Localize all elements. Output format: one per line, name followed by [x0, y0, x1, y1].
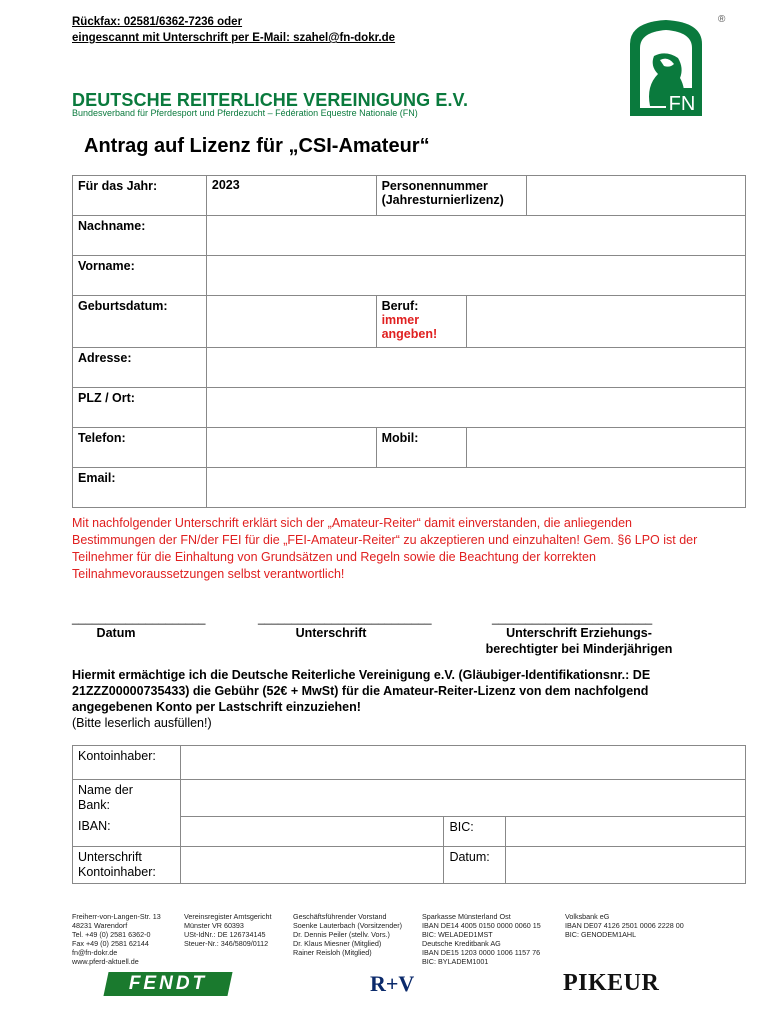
guardian-label-1: Unterschrift Erziehungs-	[506, 626, 652, 640]
mobile-field[interactable]	[466, 428, 745, 468]
birthdate-label: Geburtsdatum:	[73, 296, 207, 348]
iban-field[interactable]	[180, 816, 444, 846]
footer-line: Dr. Klaus Miesner (Mitglied)	[293, 939, 382, 948]
footer-line: www.pferd-aktuell.de	[72, 957, 139, 966]
bank-date-field[interactable]	[506, 846, 746, 883]
footer-line: IBAN DE07 4126 2501 0006 2228 00	[565, 921, 684, 930]
fn-logo-text: FN	[668, 93, 696, 115]
address-label: Adresse:	[73, 348, 207, 388]
phone-field[interactable]	[206, 428, 376, 468]
footer-line: USt-IdNr.: DE 126734145	[184, 930, 266, 939]
signature-line[interactable]: __________________________	[258, 611, 432, 625]
birthdate-field[interactable]	[206, 296, 376, 348]
footer-line: Volksbank eG	[565, 912, 610, 921]
footer-line: Tel. +49 (0) 2581 6362-0	[72, 930, 151, 939]
fax-header	[72, 14, 395, 46]
bic-field[interactable]	[506, 816, 746, 846]
direct-debit-authorization	[72, 667, 712, 731]
zip-city-field[interactable]	[206, 388, 745, 428]
footer-line: Dr. Dennis Peiler (stellv. Vors.)	[293, 930, 390, 939]
job-note-2: angeben!	[381, 327, 438, 341]
footer-line: Freiherr-von-Langen-Str. 13	[72, 912, 161, 921]
org-subtitle: Bundesverband für Pferdesport und Pferdezucht – Fédération Equestre Nationale (FN)	[72, 108, 418, 118]
year-value: 2023	[206, 176, 376, 216]
iban-label: IBAN:	[73, 816, 181, 846]
account-holder-field[interactable]	[180, 746, 745, 780]
footer-line: IBAN DE14 4005 0150 0000 0060 15	[422, 921, 541, 930]
footer-line: Geschäftsführender Vorstand	[293, 912, 387, 921]
footer-board	[293, 912, 402, 957]
footer-line: Sparkasse Münsterland Ost	[422, 912, 511, 921]
firstname-label: Vorname:	[73, 256, 207, 296]
footer-line: Soenke Lauterbach (Vorsitzender)	[293, 921, 403, 930]
footer-registry	[184, 912, 271, 948]
authorization-note: (Bitte leserlich ausfüllen!)	[72, 716, 212, 730]
person-number-field[interactable]	[526, 176, 745, 216]
job-note-1: immer	[381, 313, 420, 327]
job-label: Beruf:	[381, 299, 419, 313]
guardian-label-2: berechtigter bei Minderjährigen	[485, 642, 673, 656]
fax-line-2: eingescannt mit Unterschrift per E-Mail: szahel@fn-dokr.de	[72, 32, 396, 44]
phone-label: Telefon:	[73, 428, 207, 468]
holder-signature-label-1: Unterschrift	[78, 849, 142, 864]
footer-line: Münster VR 60393	[184, 921, 244, 930]
guardian-signature-line[interactable]: ________________________	[492, 611, 653, 625]
bank-form	[72, 745, 746, 884]
fendt-logo-text: FENDT	[128, 973, 208, 994]
signature-label: Unterschrift	[295, 626, 367, 640]
person-number-label	[376, 176, 526, 216]
footer-bank-2	[565, 912, 684, 939]
footer-address	[72, 912, 161, 966]
footer-line: BIC: BYLADEM1001	[422, 957, 489, 966]
footer-line: fn@fn-dokr.de	[72, 948, 118, 957]
org-name: DEUTSCHE REITERLICHE VEREINIGUNG E.V.	[72, 90, 469, 110]
holder-signature-label	[73, 846, 181, 883]
page-title: Antrag auf Lizenz für „CSI-Amateur“	[84, 135, 430, 157]
footer-line: BIC: GENODEM1AHL	[565, 930, 637, 939]
consent-text: Mit nachfolgender Unterschrift erklärt sich der „Amateur-Reiter“ damit einverstanden, die anliegenden Bestimmungen der FN/der FEI für die „FEI-Amateur-Reiter“ zu akzeptieren und einzuhalten! Gem. §6 LPO ist der Teilnehmer für die Einhaltung von Grundsätzen und Regeln sowie die Beachtung der korrekten Teilnahmevoraussetzungen selbst verantwortlich!	[72, 516, 698, 581]
registered-mark: ®	[718, 14, 726, 25]
date-label: Datum	[96, 626, 136, 640]
footer-bank-1	[422, 912, 541, 966]
bank-date-label: Datum:	[444, 846, 506, 883]
footer-line: Vereinsregister Amtsgericht	[184, 912, 272, 921]
footer-line: IBAN DE15 1203 0000 1006 1157 76	[422, 948, 541, 957]
fn-logo	[620, 16, 712, 118]
bank-name-label-1: Name der	[78, 783, 133, 797]
job-field[interactable]	[466, 296, 745, 348]
rv-logo: R+V	[370, 971, 415, 996]
address-field[interactable]	[206, 348, 745, 388]
license-form	[72, 175, 746, 508]
fax-line-1: Rückfax: 02581/6362-7236 oder	[72, 16, 243, 28]
holder-signature-field[interactable]	[180, 846, 444, 883]
fendt-logo	[103, 972, 232, 996]
account-holder-label: Kontoinhaber:	[73, 746, 181, 780]
holder-signature-label-2: Kontoinhaber:	[78, 864, 156, 879]
date-signature-line[interactable]: ____________________	[72, 611, 206, 625]
bank-name-field[interactable]	[180, 780, 745, 817]
firstname-field[interactable]	[206, 256, 745, 296]
bank-name-label	[73, 780, 181, 817]
mobile-label: Mobil:	[376, 428, 466, 468]
job-label-cell	[376, 296, 466, 348]
footer-line: Fax +49 (0) 2581 62144	[72, 939, 149, 948]
lastname-field[interactable]	[206, 216, 745, 256]
footer-line: Steuer-Nr.: 346/5809/0112	[184, 939, 269, 948]
authorization-text: Hiermit ermächtige ich die Deutsche Reiterliche Vereinigung e.V. (Gläubiger-Identifikationsnr.: DE 21ZZZ00000735433) die Gebühr (52€ + MwSt) für die Amateur-Reiter-Lizenz von dem nachfolgend angegebenen Konto per Lastschrift einzuziehen!	[72, 668, 651, 714]
footer-line: Rainer Reisloh (Mitglied)	[293, 948, 372, 957]
footer-line: BIC: WELADED1MST	[422, 930, 493, 939]
zip-city-label: PLZ / Ort:	[73, 388, 207, 428]
lastname-label: Nachname:	[73, 216, 207, 256]
year-label: Für das Jahr:	[73, 176, 207, 216]
guardian-signature-label	[468, 625, 690, 657]
email-field[interactable]	[206, 468, 745, 508]
person-number-label-1: Personennummer	[381, 179, 488, 193]
footer-line: Deutsche Kreditbank AG	[422, 939, 501, 948]
bic-label: BIC:	[444, 816, 506, 846]
email-label: Email:	[73, 468, 207, 508]
person-number-label-2: (Jahresturnierlizenz)	[381, 193, 504, 207]
bank-name-label-2: Bank:	[78, 798, 110, 812]
pikeur-logo: PIKEUR	[563, 970, 660, 996]
footer-line: 48231 Warendorf	[72, 921, 128, 930]
